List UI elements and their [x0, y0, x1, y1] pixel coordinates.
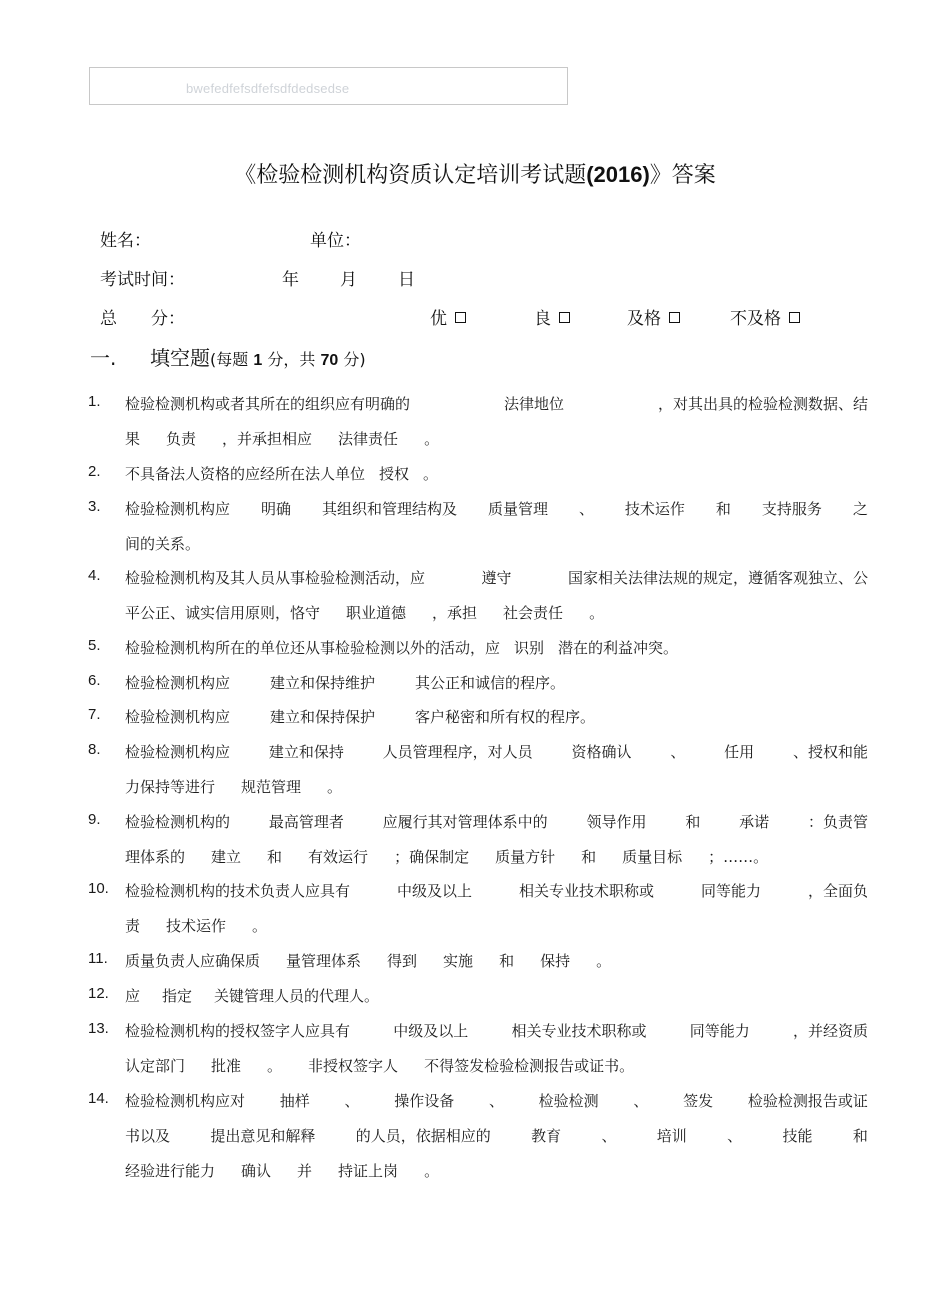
- question-text: 质量方针: [495, 848, 556, 866]
- question-text: 中级及以上: [396, 882, 472, 900]
- question-text: 经验进行能力: [125, 1162, 216, 1180]
- grade-pass-label: 及格: [627, 309, 661, 329]
- question-number: 13.: [88, 1020, 109, 1037]
- question-text: 得到: [387, 952, 418, 970]
- question-text: 之: [852, 500, 868, 518]
- question-text: 资格确认: [571, 743, 632, 761]
- question-text: 关键管理人员的代理人。: [214, 987, 380, 1005]
- question-text: 检验检测机构应: [125, 708, 231, 726]
- question-line: [125, 637, 868, 659]
- question-line: [125, 985, 868, 1007]
- question-text: 相关专业技术职称或: [511, 1022, 647, 1040]
- question-text: 建立和保持: [268, 743, 344, 761]
- question-text: 最高管理者: [268, 813, 344, 831]
- question-text: 检验检测机构应: [125, 743, 231, 761]
- question-text: 其公正和诚信的程序。: [415, 674, 566, 692]
- title-suffix: 》答案: [649, 163, 716, 188]
- question-number: 6.: [88, 672, 101, 689]
- watermark-box: [89, 67, 568, 105]
- question-number: 14.: [88, 1090, 109, 1107]
- question-text: 检验检测机构应对: [125, 1092, 246, 1110]
- question-line: [125, 706, 868, 728]
- question-text: 操作设备: [394, 1092, 455, 1110]
- question-number: 4.: [88, 567, 101, 584]
- question-line: [125, 741, 868, 763]
- question-number: 11.: [88, 950, 108, 967]
- question-text: 质量管理: [487, 500, 548, 518]
- question-text: 同等能力: [689, 1022, 750, 1040]
- watermark-text: bwefedfefsdfefsdfdedsedse: [186, 81, 350, 96]
- question-text: 国家相关法律法规的规定，遵循客观独立、公: [567, 569, 868, 587]
- question-text: 检验检测机构所在的单位还从事检验检测以外的活动，应: [125, 639, 501, 657]
- page-title: [0, 158, 950, 189]
- question-text: 支持服务: [761, 500, 822, 518]
- question-text: 。: [252, 917, 268, 935]
- question-text: 识别: [514, 639, 545, 657]
- question-line: [125, 393, 868, 415]
- question-line: [125, 498, 868, 520]
- question-text: 检验检测报告或证: [747, 1092, 868, 1110]
- unit-label: 单位：: [310, 231, 361, 251]
- question-number: 7.: [88, 706, 101, 723]
- name-label: 姓名：: [100, 231, 151, 251]
- question-text: 法律责任: [338, 430, 399, 448]
- question-text: ；确保制定: [394, 848, 470, 866]
- question-line: [125, 1055, 868, 1077]
- grade-excellent-label: 优: [430, 309, 447, 329]
- question-text: 检验检测: [538, 1092, 599, 1110]
- question-text: 检验检测机构及其人员从事检验检测活动，应: [125, 569, 426, 587]
- question-text: 理体系的: [125, 848, 186, 866]
- question-line: [125, 463, 868, 485]
- question-line: [125, 1090, 868, 1112]
- question-text: 不具备法人资格的应经所在法人单位: [125, 465, 366, 483]
- question-text: ，全面负: [807, 882, 868, 900]
- grade-pass-checkbox[interactable]: [669, 312, 680, 323]
- grade-fail-checkbox[interactable]: [789, 312, 800, 323]
- question-text: 间的关系。: [125, 535, 201, 553]
- question-text: 实施: [443, 952, 474, 970]
- exam-time-label: 考试时间：: [100, 270, 185, 290]
- question-text: 领导作用: [586, 813, 647, 831]
- question-text: 人员管理程序，对人员: [382, 743, 533, 761]
- question-text: 。: [596, 952, 612, 970]
- question-text: 和: [267, 848, 283, 866]
- question-text: 建立: [211, 848, 242, 866]
- question-text: 不得签发检验检测报告或证书。: [424, 1057, 635, 1075]
- grade-excellent-checkbox[interactable]: [455, 312, 466, 323]
- question-number: 1.: [88, 393, 101, 410]
- question-text: 社会责任: [503, 604, 564, 622]
- question-text: 检验检测机构的技术负责人应具有: [125, 882, 351, 900]
- question-line: [125, 1020, 868, 1042]
- question-text: 质量负责人应确保质: [125, 952, 261, 970]
- question-text: 、授权和能: [792, 743, 868, 761]
- question-text: 平公正、诚实信用原则，恪守: [125, 604, 321, 622]
- question-number: 8.: [88, 741, 101, 758]
- question-line: [125, 567, 868, 589]
- question-text: 检验检测机构的授权签字人应具有: [125, 1022, 351, 1040]
- question-text: 遵守: [481, 569, 512, 587]
- day-label: 日: [398, 270, 415, 290]
- question-text: 应: [125, 987, 141, 1005]
- question-text: 检验检测机构应: [125, 674, 231, 692]
- question-text: 规范管理: [241, 778, 302, 796]
- question-line: [125, 880, 868, 902]
- question-line: [125, 1125, 868, 1147]
- section-heading: [90, 342, 366, 371]
- question-line: [125, 428, 868, 450]
- total-score-label: 总 分：: [100, 309, 185, 329]
- question-text: 和: [581, 848, 597, 866]
- question-text: 质量目标: [622, 848, 683, 866]
- question-text: 责: [125, 917, 141, 935]
- grade-excellent: [430, 304, 466, 329]
- question-text: 中级及以上: [393, 1022, 469, 1040]
- section-number: 一.: [90, 346, 117, 370]
- question-text: 培训: [656, 1127, 687, 1145]
- question-text: 技能: [782, 1127, 813, 1145]
- question-number: 10.: [88, 880, 109, 897]
- question-text: 明确: [260, 500, 291, 518]
- question-text: 相关专业技术职称或: [518, 882, 654, 900]
- question-text: 并: [297, 1162, 313, 1180]
- question-line: [125, 811, 868, 833]
- question-text: 。: [423, 465, 439, 483]
- question-text: 授权: [379, 465, 410, 483]
- question-number: 3.: [88, 498, 101, 515]
- question-text: 、: [727, 1127, 743, 1145]
- grade-good: [534, 304, 570, 329]
- question-number: 5.: [88, 637, 101, 654]
- question-text: 非授权签字人: [308, 1057, 399, 1075]
- question-text: 、: [670, 743, 686, 761]
- question-text: 检验检测机构或者其所在的组织应有明确的: [125, 395, 411, 413]
- question-text: 和: [685, 813, 701, 831]
- question-text: 指定: [162, 987, 193, 1005]
- question-line: [125, 915, 868, 937]
- question-text: 检验检测机构的: [125, 813, 231, 831]
- question-line: [125, 533, 868, 555]
- question-line: [125, 1160, 868, 1182]
- question-text: ，并经资质: [792, 1022, 868, 1040]
- question-text: 客户秘密和所有权的程序。: [415, 708, 596, 726]
- question-text: 提出意见和解释: [210, 1127, 316, 1145]
- question-text: 果: [125, 430, 141, 448]
- grade-pass: [627, 304, 680, 329]
- question-text: 法律地位: [503, 395, 564, 413]
- question-number: 12.: [88, 985, 109, 1002]
- question-text: 、: [633, 1092, 649, 1110]
- question-line: [125, 602, 868, 624]
- question-text: 和: [852, 1127, 868, 1145]
- question-text: 签发: [683, 1092, 714, 1110]
- question-text: 其组织和管理结构及: [321, 500, 457, 518]
- question-text: 。: [267, 1057, 283, 1075]
- question-text: 。: [424, 430, 440, 448]
- question-text: ，承担: [432, 604, 478, 622]
- question-text: ：负责管: [807, 813, 868, 831]
- grade-fail: [730, 304, 800, 329]
- question-text: 书以及: [125, 1127, 171, 1145]
- question-text: 。: [327, 778, 343, 796]
- question-line: [125, 776, 868, 798]
- grade-fail-label: 不及格: [730, 309, 781, 329]
- grade-good-label: 良: [534, 309, 551, 329]
- question-text: 任用: [724, 743, 755, 761]
- question-number: 2.: [88, 463, 101, 480]
- question-text: 检验检测机构应: [125, 500, 231, 518]
- question-text: 职业道德: [346, 604, 407, 622]
- question-text: 抽样: [279, 1092, 310, 1110]
- question-text: 和: [499, 952, 515, 970]
- question-text: 同等能力: [700, 882, 761, 900]
- year-label: 年: [282, 270, 299, 290]
- title-year: (2016): [586, 162, 650, 187]
- question-text: ，并承担相应: [222, 430, 313, 448]
- question-text: 持证上岗: [338, 1162, 399, 1180]
- question-text: 、: [601, 1127, 617, 1145]
- question-text: 确认: [241, 1162, 272, 1180]
- question-text: 批准: [211, 1057, 242, 1075]
- question-text: 有效运行: [308, 848, 369, 866]
- question-text: 、: [578, 500, 594, 518]
- question-text: 。: [424, 1162, 440, 1180]
- question-text: 力保持等进行: [125, 778, 216, 796]
- question-text: 量管理体系: [286, 952, 362, 970]
- question-text: 潜在的利益冲突。: [558, 639, 679, 657]
- month-label: 月: [340, 270, 357, 290]
- question-line: [125, 672, 868, 694]
- question-text: 认定部门: [125, 1057, 186, 1075]
- question-number: 9.: [88, 811, 101, 828]
- question-line: [125, 846, 868, 868]
- question-text: 、: [488, 1092, 504, 1110]
- question-text: 建立和保持维护: [270, 674, 376, 692]
- question-text: 技术运作: [166, 917, 227, 935]
- question-text: 建立和保持保护: [270, 708, 376, 726]
- question-text: 承诺: [739, 813, 770, 831]
- grade-good-checkbox[interactable]: [559, 312, 570, 323]
- question-text: 和: [715, 500, 731, 518]
- question-text: 技术运作: [624, 500, 685, 518]
- section-title: 填空题: [150, 346, 210, 370]
- question-text: 。: [589, 604, 605, 622]
- question-text: ，对其出具的检验检测数据、结: [657, 395, 868, 413]
- title-prefix: 《检验检测机构资质认定培训考试题: [234, 163, 587, 188]
- question-text: 、: [344, 1092, 360, 1110]
- question-text: 的人员，依据相应的: [355, 1127, 491, 1145]
- question-text: 应履行其对管理体系中的: [382, 813, 548, 831]
- question-text: 保持: [540, 952, 571, 970]
- section-note: (每题 1 分，共 70 分): [210, 350, 366, 369]
- question-text: ；……。: [708, 848, 769, 866]
- question-text: 教育: [531, 1127, 562, 1145]
- question-text: 负责: [166, 430, 197, 448]
- question-line: [125, 950, 868, 972]
